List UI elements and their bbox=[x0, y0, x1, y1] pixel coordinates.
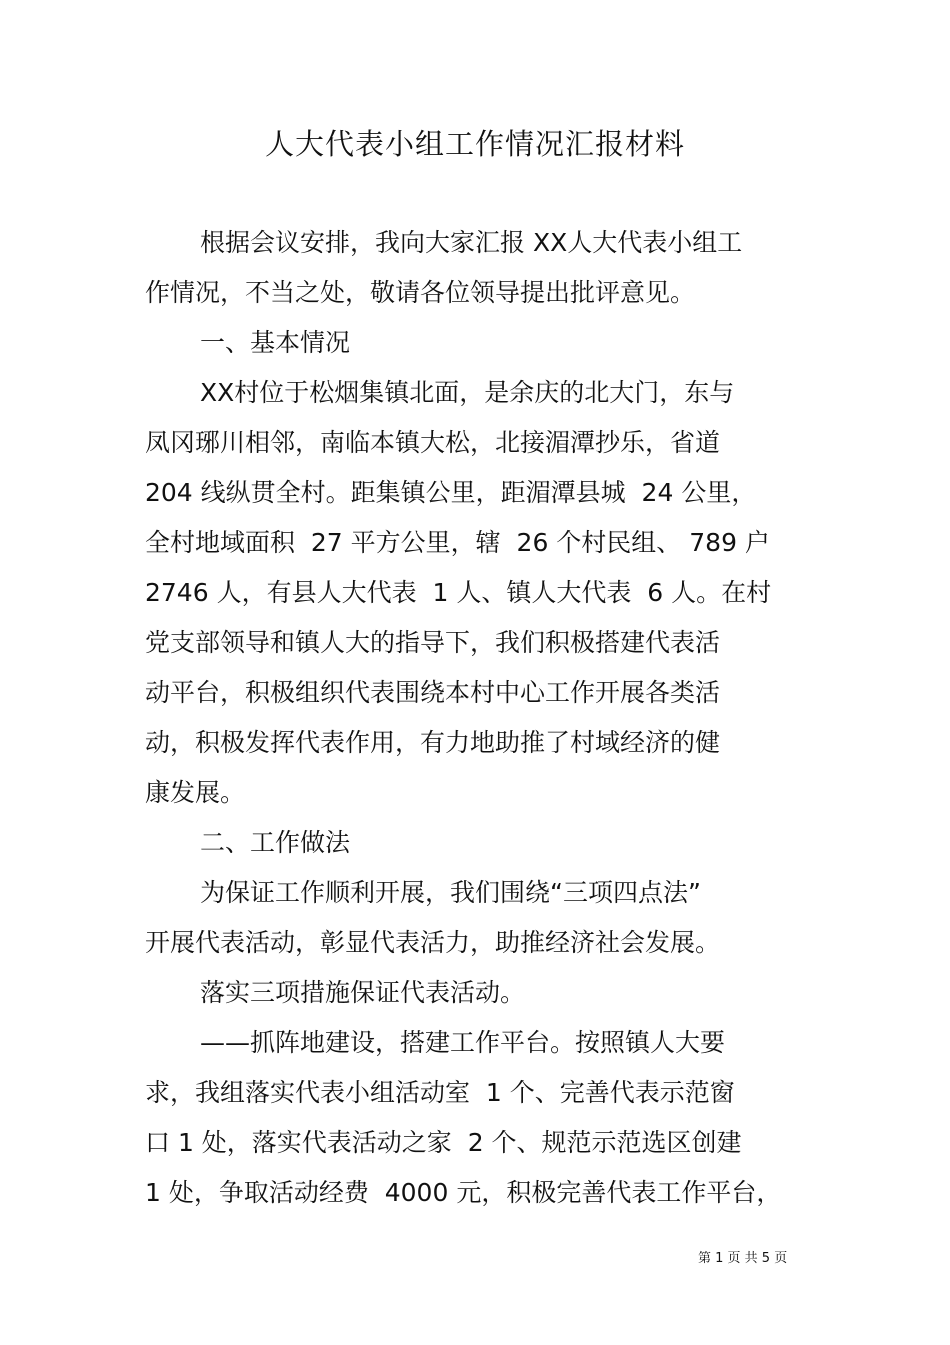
paragraph-line: 动平台，积极组织代表围绕本村中心工作开展各类活 bbox=[145, 678, 721, 707]
paragraph-line: 党支部领导和镇人大的指导下，我们积极搭建代表活 bbox=[145, 628, 721, 657]
section-heading: 二、工作做法 bbox=[200, 828, 351, 857]
paragraph-line: 全村地域面积 27 平方公里，辖 26 个村民组、 789 户 bbox=[145, 528, 770, 557]
paragraph-line: ——抓阵地建设，搭建工作平台。按照镇人大要 bbox=[200, 1028, 726, 1057]
page-number: 第 1 页 共 5 页 bbox=[698, 1251, 788, 1266]
paragraph-line: XX村位于松烟集镇北面，是余庆的北大门，东与 bbox=[200, 378, 735, 407]
paragraph-line: 为保证工作顺利开展，我们围绕“三项四点法” bbox=[200, 878, 701, 907]
paragraph-line: 开展代表活动，彰显代表活力，助推经济社会发展。 bbox=[145, 928, 721, 957]
section-heading: 一、基本情况 bbox=[200, 328, 351, 357]
paragraph-line: 求，我组落实代表小组活动室 1 个、完善代表示范窗 bbox=[145, 1078, 735, 1107]
paragraph-line: 作情况，不当之处，敬请各位领导提出批评意见。 bbox=[145, 278, 696, 307]
paragraph-line: 1 处，争取活动经费 4000 元，积极完善代表工作平台， bbox=[145, 1178, 782, 1207]
paragraph-line: 2746 人，有县人大代表 1 人、镇人大代表 6 人。在村 bbox=[145, 578, 772, 607]
document-title: 人大代表小组工作情况汇报材料 bbox=[264, 127, 685, 161]
paragraph-line: 204 线纵贯全村。距集镇公里，距湄潭县城 24 公里， bbox=[145, 478, 757, 507]
paragraph-line: 动，积极发挥代表作用，有力地助推了村域经济的健 bbox=[145, 728, 721, 757]
paragraph-line: 落实三项措施保证代表活动。 bbox=[200, 978, 526, 1007]
paragraph-line: 康发展。 bbox=[145, 778, 246, 807]
paragraph-line: 凤冈琊川相邻，南临本镇大松，北接湄潭抄乐，省道 bbox=[145, 428, 721, 457]
paragraph-line: 根据会议安排，我向大家汇报 XX人大代表小组工 bbox=[200, 228, 743, 257]
paragraph-line: 口 1 处，落实代表活动之家 2 个、规范示范选区创建 bbox=[145, 1128, 742, 1157]
